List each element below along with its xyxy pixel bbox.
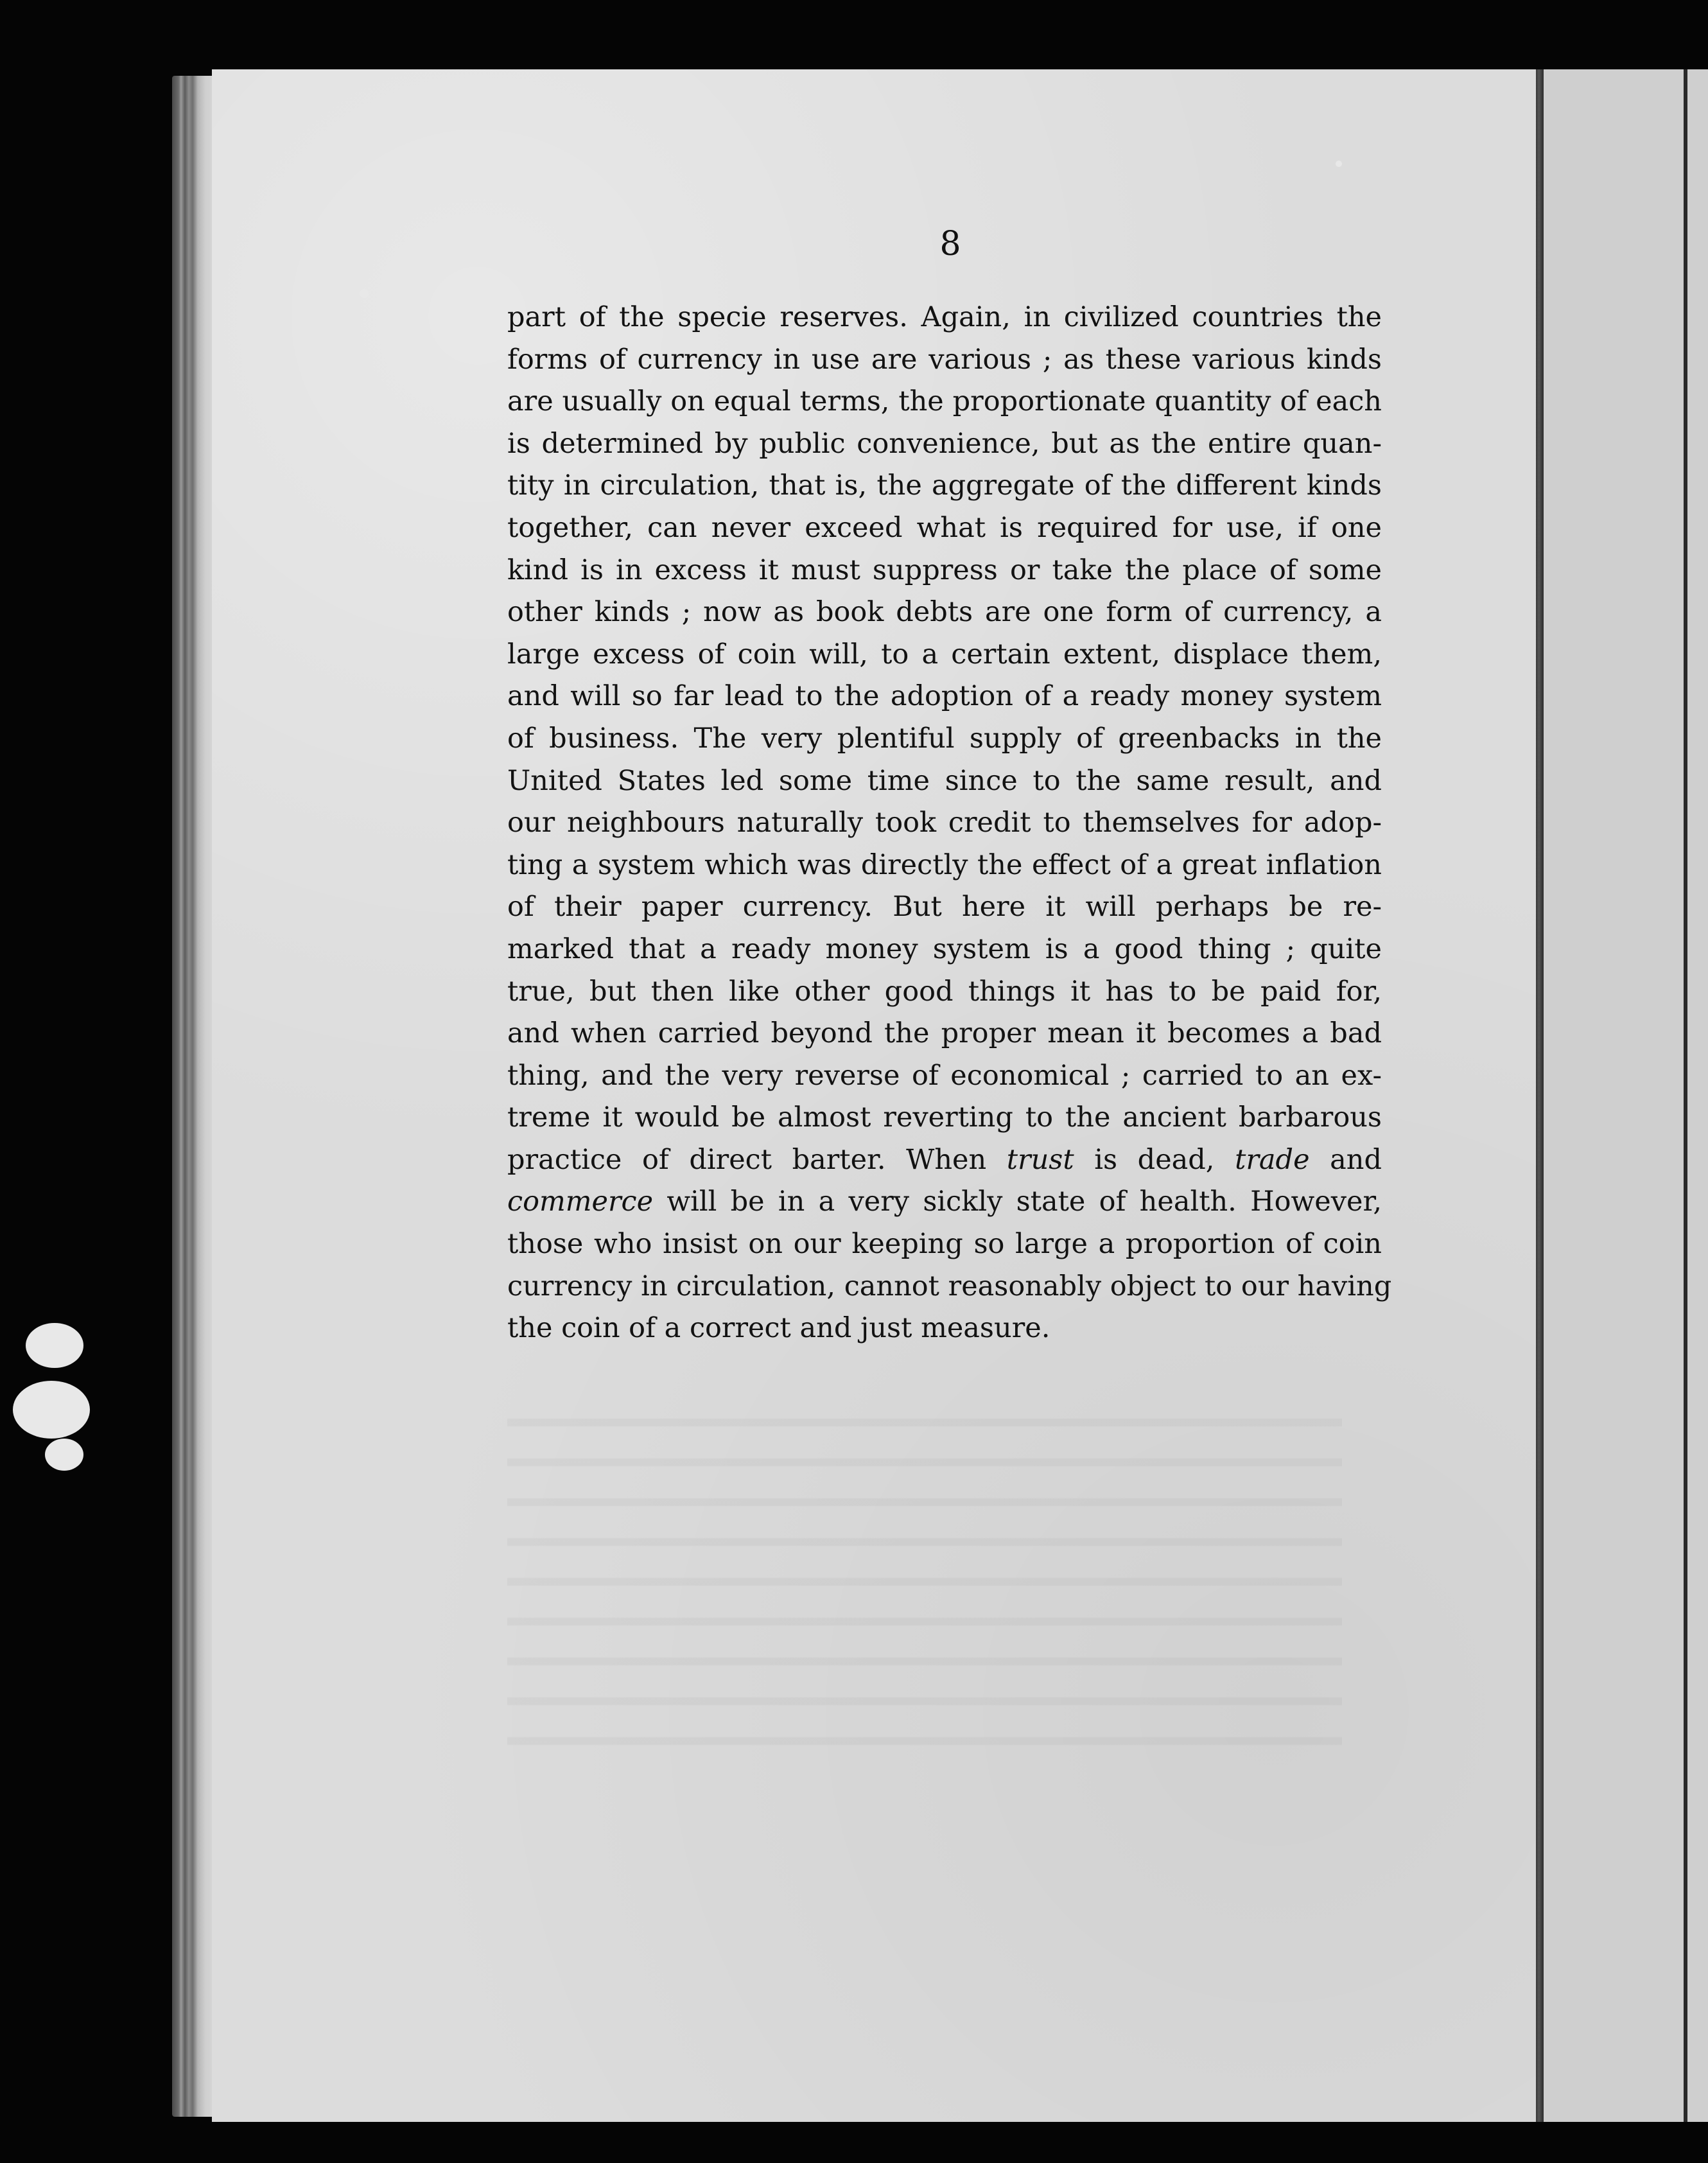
text-line: ting a system which was directly the effect of a great inflation — [507, 848, 1382, 881]
text-line: those who insist on our keeping so large a proportion of coin — [507, 1228, 1382, 1261]
text-line: are usually on equal terms, the proportionate quantity of each — [507, 385, 1382, 418]
text-line: true, but then like other good things it has to be paid for, — [507, 975, 1382, 1008]
show-through-shadow — [507, 1387, 1342, 1747]
text-line: part of the specie reserves. Again, in civilized countries the — [507, 301, 1382, 333]
text-line — [507, 1139, 1382, 1182]
damage-speck — [13, 1381, 90, 1439]
damage-speck — [45, 1439, 83, 1471]
text-line: of their paper currency. But here it will perhaps be re- — [507, 891, 1382, 924]
text-line: of business. The very plentiful supply of greenbacks in the — [507, 722, 1382, 755]
italic-word: trade — [1235, 1143, 1310, 1176]
damage-speck — [360, 289, 369, 298]
text-run: will be in a very sickly state of health. However, — [653, 1186, 1382, 1218]
text-line: together, can never exceed what is required for use, if one — [507, 511, 1382, 544]
text-line: treme it would be almost reverting to the ancient barbarous — [507, 1101, 1382, 1134]
italic-word: trust — [1006, 1143, 1074, 1176]
damage-speck — [1336, 161, 1342, 167]
text-line: marked that a ready money system is a good thing ; quite — [507, 933, 1382, 965]
text-line: and when carried beyond the proper mean it becomes a bad — [507, 1017, 1382, 1050]
text-line: and will so far lead to the adoption of a ready money system — [507, 680, 1382, 713]
body-paragraph — [507, 297, 1392, 1350]
text-run: and — [1309, 1143, 1382, 1176]
text-line: is determined by public convenience, but as the entire quan- — [507, 427, 1382, 460]
text-line: kind is in excess it must suppress or take the place of some — [507, 554, 1382, 586]
text-line: large excess of coin will, to a certain extent, displace them, — [507, 638, 1382, 670]
text-run: practice of direct barter. When — [507, 1143, 1007, 1176]
text-line — [507, 1181, 1382, 1223]
text-line: other kinds ; now as book debts are one form of currency, a — [507, 596, 1382, 629]
text-line: the coin of a correct and just measure. — [507, 1312, 1050, 1345]
text-line: thing, and the very reverse of economical ; carried to an ex- — [507, 1059, 1382, 1092]
book-gutter — [1536, 69, 1544, 2122]
text-line: tity in circulation, that is, the aggregate of the different kinds — [507, 469, 1382, 502]
text-line: forms of currency in use are various ; as these various kinds — [507, 343, 1382, 376]
page-number: 8 — [939, 225, 961, 263]
text-line: our neighbours naturally took credit to themselves for adop- — [507, 807, 1382, 839]
text-line: United States led some time since to the same result, and — [507, 764, 1382, 797]
text-run: is dead, — [1074, 1143, 1235, 1176]
book-page-edges — [172, 76, 217, 2117]
damage-speck — [26, 1323, 83, 1368]
italic-word: commerce — [507, 1186, 654, 1218]
facing-page-edge — [1684, 69, 1687, 2122]
text-line: currency in circulation, cannot reasonably object to our having — [507, 1270, 1392, 1302]
